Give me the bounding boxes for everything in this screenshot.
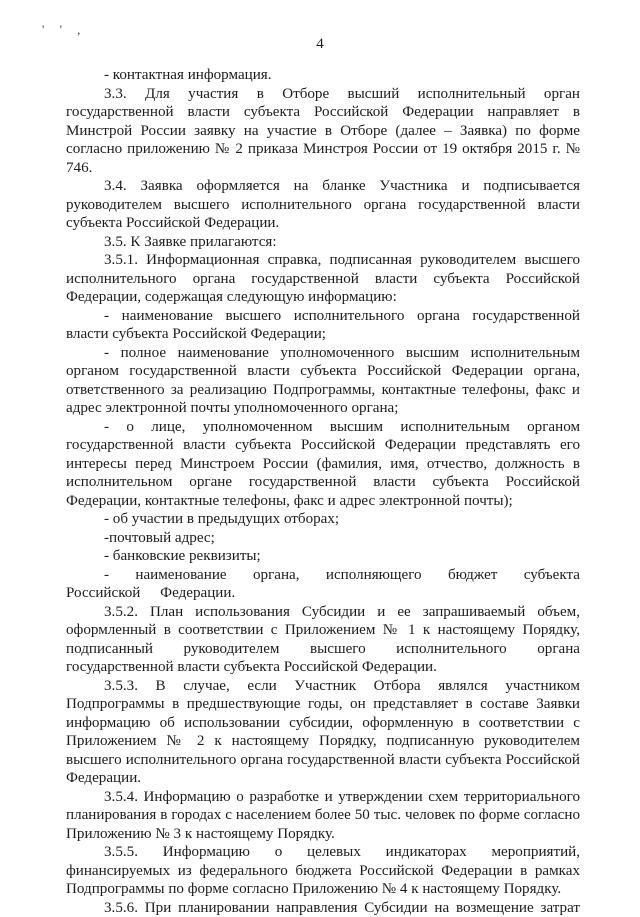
list-item-bank-details: - банковские реквизиты; [66, 547, 580, 566]
scan-marks: ' ' , [42, 22, 86, 38]
page-number: 4 [0, 36, 640, 53]
list-item-postal-address: -почтовый адрес; [66, 529, 580, 548]
list-item-body-name: - наименование высшего исполнительного органа государственной власти субъекта Российской Федерации; [66, 307, 580, 344]
paragraph-3-3: 3.3. Для участия в Отборе высший исполнительный орган государственной власти субъекта Российской Федерации направляет в Минстрой России заявку на участие в Отборе (далее – Заявка) по форме согласно приложению № 2 приказа Минстроя России от 19 октября 2015 г. № 746. [66, 85, 580, 178]
list-item-authorized-body: - полное наименование уполномоченного высшим исполнительным органом государственной власти субъекта Российской Федерации органа, ответственного за реализацию Подпрограммы, контактные телефоны, факс и адрес электронной почты уполномоченного органа; [66, 344, 580, 418]
document-body [66, 66, 580, 917]
list-item-previous-selections: - об участии в предыдущих отборах; [66, 510, 580, 529]
paragraph-3-5: 3.5. К Заявке прилагаются: [66, 233, 580, 252]
paragraph-3-5-4: 3.5.4. Информацию о разработке и утверждении схем территориального планирования в городах с населением более 50 тыс. человек по форме согласно Приложению № 3 к настоящему Порядку. [66, 788, 580, 844]
paragraph-3-5-1: 3.5.1. Информационная справка, подписанная руководителем высшего исполнительного органа государственной власти субъекта Российской Федерации, содержащая следующую информацию: [66, 251, 580, 307]
list-item-budget-body: - наименование органа, исполняющего бюджет субъекта Российской Федерации. [66, 566, 580, 603]
paragraph-3-5-6: 3.5.6. При планировании направления Субсидии на возмещение затрат [66, 899, 580, 917]
paragraph-3-4: 3.4. Заявка оформляется на бланке Участника и подписывается руководителем высшего исполнительного органа государственной власти субъекта Российской Федерации. [66, 177, 580, 233]
paragraph-contact-info: - контактная информация. [66, 66, 580, 85]
paragraph-3-5-3: 3.5.3. В случае, если Участник Отбора являлся участником Подпрограммы в предшествующие годы, он представляет в составе Заявки информацию об использовании субсидии, оформленную в соответствии с Приложением № 2 к настоящему Порядку, подписанную руководителем высшего исполнительного органа государственной власти субъекта Российской Федерации. [66, 677, 580, 788]
paragraph-3-5-5: 3.5.5. Информацию о целевых индикаторах мероприятий, финансируемых из федерального бюджета Российской Федерации в рамках Подпрограммы по форме согласно Приложению № 4 к настоящему Порядку. [66, 843, 580, 899]
paragraph-3-5-2: 3.5.2. План использования Субсидии и ее запрашиваемый объем, оформленный в соответствии с Приложением № 1 к настоящему Порядку, подписанный руководителем высшего исполнительного органа государственной власти субъекта Российской Федерации. [66, 603, 580, 677]
list-item-representative: - о лице, уполномоченном высшим исполнительным органом государственной власти субъекта Российской Федерации представлять его интересы перед Минстроем России (фамилия, имя, отчество, должность в исполнительном органе государственной власти субъекта Российской Федерации, контактные телефоны, факс и адрес электронной почты); [66, 418, 580, 511]
